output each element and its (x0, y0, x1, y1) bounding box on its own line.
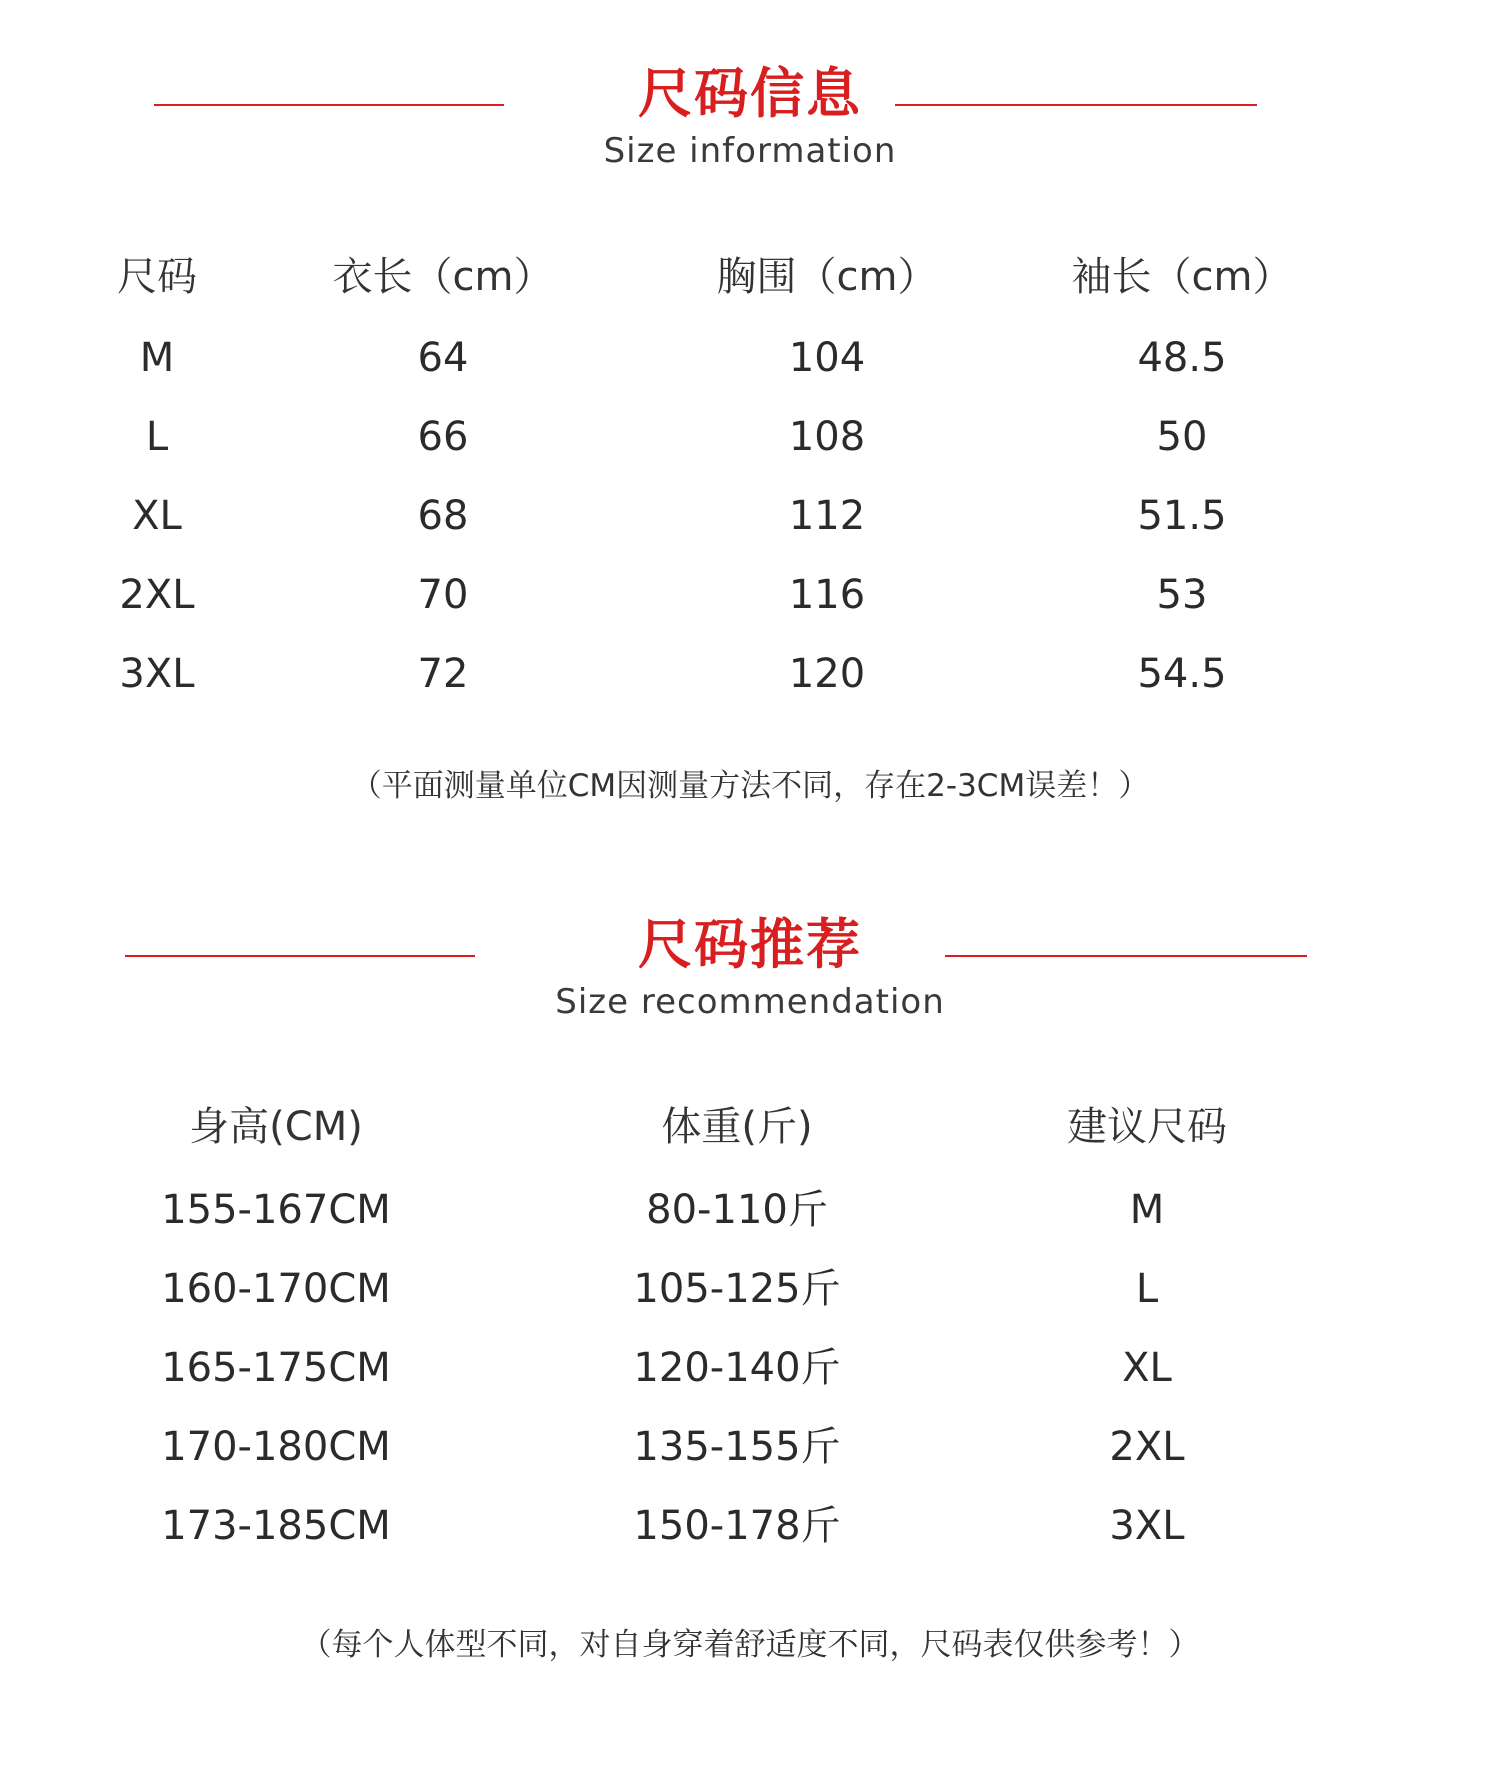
size-rec-note: （每个人体型不同，对自身穿着舒适度不同，尺码表仅供参考！） (300, 1627, 1200, 1663)
cell-height: 170-180CM (161, 1424, 391, 1470)
table-row (0, 1496, 1500, 1556)
cell-chest: 112 (788, 493, 866, 539)
size-info-note: （平面测量单位CM因测量方法不同，存在2-3CM误差！） (350, 768, 1150, 804)
table-row (0, 1259, 1500, 1319)
table-row (0, 565, 1500, 625)
cell-weight: 80-110斤 (646, 1187, 828, 1233)
cell-sleeve: 53 (1156, 572, 1208, 618)
table-row (0, 486, 1500, 546)
table-row (0, 328, 1500, 388)
cell-size: L (145, 414, 169, 460)
header-sleeve: 袖长（cm） (1071, 254, 1293, 300)
cell-height: 165-175CM (161, 1345, 391, 1391)
cell-recommended-size: L (1135, 1266, 1159, 1312)
size-rec-header-row (0, 1097, 1500, 1157)
cell-chest: 104 (788, 335, 866, 381)
cell-recommended-size: XL (1122, 1345, 1172, 1391)
header-chest: 胸围（cm） (716, 254, 938, 300)
cell-length: 72 (417, 651, 469, 697)
table-row (0, 407, 1500, 467)
cell-height: 155-167CM (161, 1187, 391, 1233)
table-row (0, 1417, 1500, 1477)
cell-weight: 120-140斤 (633, 1345, 841, 1391)
cell-recommended-size: 3XL (1109, 1503, 1185, 1549)
header-length: 衣长（cm） (332, 254, 554, 300)
size-info-title: 尺码信息 (638, 62, 862, 125)
size-rec-subtitle: Size recommendation (555, 982, 945, 1022)
cell-height: 173-185CM (161, 1503, 391, 1549)
cell-size: XL (132, 493, 182, 539)
header-weight: 体重(斤) (661, 1104, 813, 1150)
header-recommended-size: 建议尺码 (1067, 1104, 1227, 1150)
cell-length: 66 (417, 414, 469, 460)
size-rec-title: 尺码推荐 (638, 913, 862, 976)
size-info-subtitle: Size information (603, 131, 897, 171)
cell-chest: 120 (788, 651, 866, 697)
cell-sleeve: 51.5 (1137, 493, 1227, 539)
cell-length: 70 (417, 572, 469, 618)
cell-weight: 150-178斤 (633, 1503, 841, 1549)
header-height: 身高(CM) (189, 1104, 363, 1150)
cell-weight: 135-155斤 (633, 1424, 841, 1470)
cell-sleeve: 54.5 (1137, 651, 1227, 697)
size-info-header-row (0, 247, 1500, 307)
table-row (0, 1180, 1500, 1240)
table-row (0, 644, 1500, 704)
table-row (0, 1338, 1500, 1398)
cell-recommended-size: 2XL (1109, 1424, 1185, 1470)
header-size: 尺码 (117, 254, 197, 300)
cell-sleeve: 50 (1156, 414, 1208, 460)
cell-size: 2XL (119, 572, 195, 618)
cell-length: 68 (417, 493, 469, 539)
cell-size: M (139, 335, 175, 381)
cell-size: 3XL (119, 651, 195, 697)
cell-length: 64 (417, 335, 469, 381)
cell-height: 160-170CM (161, 1266, 391, 1312)
cell-chest: 108 (788, 414, 866, 460)
cell-recommended-size: M (1129, 1187, 1165, 1233)
cell-weight: 105-125斤 (633, 1266, 841, 1312)
cell-sleeve: 48.5 (1137, 335, 1227, 381)
cell-chest: 116 (788, 572, 866, 618)
